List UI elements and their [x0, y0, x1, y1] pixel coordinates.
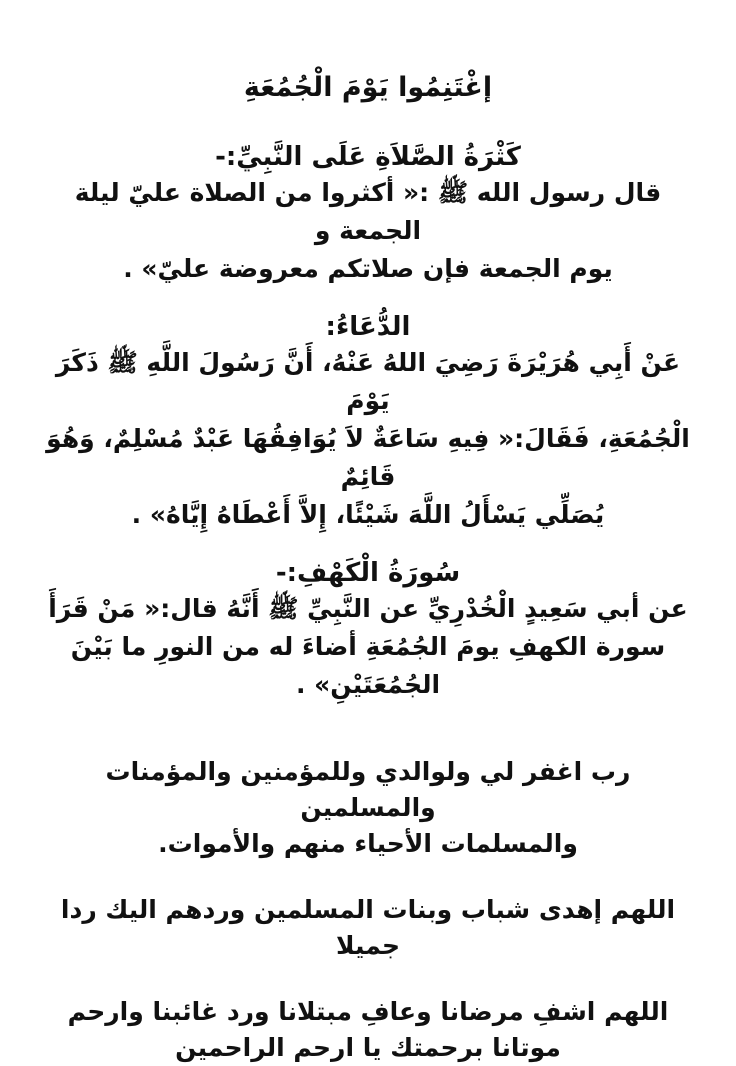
text-line: رب اغفر لي ولوالدي وللمؤمنين والمؤمنات والمسلمين [105, 757, 631, 822]
text-line: اللهم إهدى شباب وبنات المسلمين وردهم اليك ردا جميلا [60, 895, 676, 960]
page-title: إغْتَنِمُوا يَوْمَ الْجُمُعَةِ [243, 72, 493, 103]
text-line: الْجُمُعَةِ، فَقَالَ:« فِيهِ سَاعَةٌ لاَ يُوَافِقُهَا عَبْدٌ مُسْلِمٌ، وَهُوَ قَائِمٌ [46, 424, 690, 491]
text-line: الجُمُعَتَيْنِ» . [295, 670, 441, 699]
text-line: يوم الجمعة فإن صلاتكم معروضة عليّ» . [123, 254, 613, 283]
text-line: قال رسول الله ﷺ :« أكثروا من الصلاة عليّ ليلة الجمعة و [74, 178, 662, 245]
section-heading: كَثْرَةُ الصَّلاَةِ عَلَى النَّبِيِّ:- [215, 142, 521, 172]
section-salawat [40, 140, 696, 288]
section-heading: الدُّعَاءُ: [325, 312, 411, 342]
section-kahf [40, 556, 696, 704]
text-line: سورة الكهفِ يومَ الجُمُعَةِ أضاءَ له من النورِ ما بَيْنَ [70, 632, 666, 661]
text-line: موتانا برحمتك يا ارحم الراحمين [175, 1033, 561, 1062]
duas-block [40, 754, 696, 1066]
section-body [40, 590, 696, 704]
section-dua [40, 310, 696, 534]
text-line: يُصَلِّي يَسْأَلُ اللَّهَ شَيْئًا، إِلاَّ أَعْطَاهُ إِيَّاهُ» . [131, 500, 605, 529]
text-line: عن أبي سَعِيدٍ الْخُدْرِيِّ عن النَّبِيِّ ﷺ أَنَّهُ قال:« مَنْ قَرَأَ [48, 594, 688, 623]
dua-healing [40, 994, 696, 1066]
text-line: والمسلمات الأحياء منهم والأموات. [158, 829, 578, 858]
dua-guidance [40, 892, 696, 964]
text-line: اللهم اشفِ مرضانا وعافِ مبتلانا ورد غائبنا وارحم [67, 997, 669, 1026]
section-body [40, 344, 696, 534]
section-body [40, 174, 696, 288]
text-line: عَنْ أَبِي هُرَيْرَةَ رَضِيَ اللهُ عَنْهُ، أَنَّ رَسُولَ اللَّهِ ﷺ ذَكَرَ يَوْمَ [55, 348, 681, 415]
section-heading: سُورَةُ الْكَهْفِ:- [275, 558, 461, 588]
dua-forgiveness [40, 754, 696, 862]
